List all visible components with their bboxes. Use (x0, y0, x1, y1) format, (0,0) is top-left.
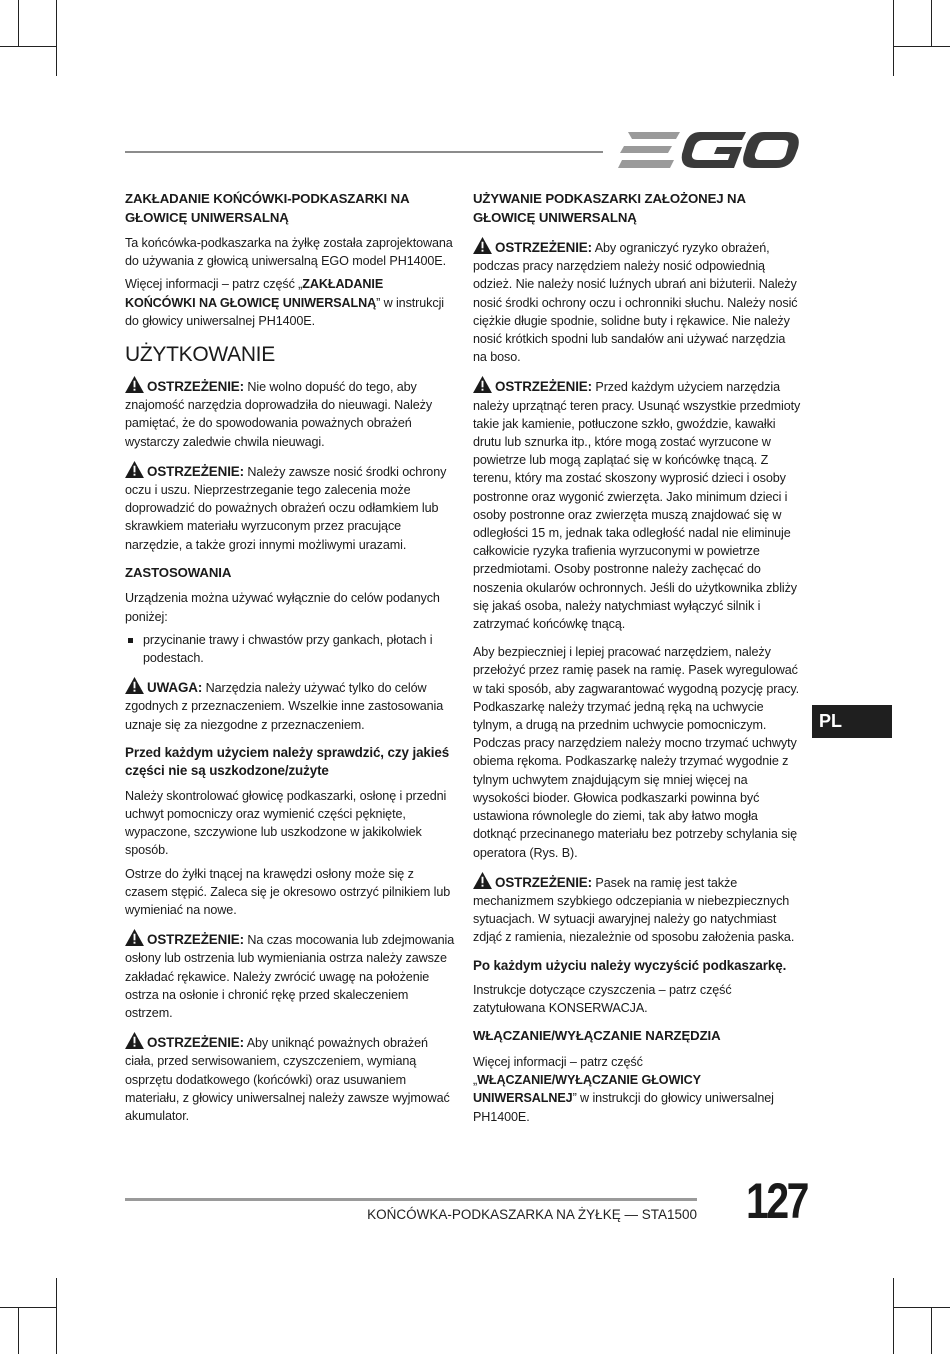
crop-mark (931, 1307, 932, 1354)
section-heading: Przed każdym użyciem należy sprawdzić, czy jakieś części nie są uszkodzone/zużyte (125, 744, 450, 779)
section-heading: ZASTOSOWANIA (125, 564, 232, 580)
paragraph: Ostrze do żyłki tnącej na krawędzi osłony może się z czasem stępić. Zaleca się je okresowo ostrzyć pilnikiem lub wymieniać na nowe. (125, 866, 451, 917)
warning-label: OSTRZEŻENIE: (495, 874, 593, 890)
section-attach (125, 190, 455, 330)
warning-text: Na czas mocowania lub zdejmowania osłony lub ostrzenia lub wymieniania ostrza należy zawsze zakładać rękawice. Należy zwrócić uwagę na położenie ostrza na osłonie i chronić rękę przed skaleczeniem ostrzem. (125, 933, 455, 1020)
warning-triangle-icon (125, 677, 144, 694)
paragraph: Aby bezpieczniej i lepiej pracować narzędziem, należy przełożyć przez ramię pasek na ramię. Pasek wyregulować w taki sposób, aby zagwarantować wygodną pozycję pracy. Podkaszarkę należy trzymać jedną ręką na uchwycie tylnym, a drugą na przednim uchwycie pomocniczym. Podczas pracy narzędziem należy mocno trzymać uchwyty obiema rękoma. Podkaszarkę należy trzymać wygodnie z tylnym uchwytem znajdującym się mniej więcej na wysokości bioder. Głowica podkaszarki powinna być ustawiona równolegle do ziemi, tak aby łatwo mogła dotknąć przecinanego materiału bez potrzeby schylania się operatora (Rys. B). (473, 645, 800, 860)
warning-label: UWAGA: (147, 680, 203, 696)
warning-triangle-icon (473, 376, 492, 393)
left-column (125, 190, 455, 1135)
warning-text: Należy zawsze nosić środki ochrony oczu i uszu. Nieprzestrzeganie tego zalecenia może doprowadzić do poważnych obrażeń oczu odłamkiem lub skrawkiem materiału wyrzuconym przez pracujące narzędzie, a także grozi innymi możliwymi urazami. (125, 464, 447, 552)
warning-block (473, 872, 801, 947)
crop-mark (893, 1278, 894, 1354)
page-number: 127 (746, 1173, 808, 1229)
section-heading: ZAKŁADANIE KOŃCÓWKI-PODKASZARKI NA GŁOWICĘ UNIWERSALNĄ (125, 191, 410, 225)
footer-rule (125, 1198, 697, 1201)
warning-triangle-icon (125, 1032, 144, 1049)
paragraph: Urządzenia można używać wyłącznie do celów podanych poniżej: (125, 591, 440, 624)
crop-mark (56, 0, 57, 76)
warning-triangle-icon (473, 237, 492, 254)
paragraph: Należy skontrolować głowicę podkaszarki, osłonę i przedni uchwyt pomocniczy oraz wymienić części pęknięte, wypaczone, szczywione lub uszkodzone w jakikolwiek sposób. (125, 788, 447, 858)
warning-block (473, 237, 801, 366)
paragraph: Ta końcówka-podkaszarka na żyłkę została zaprojektowana do używania z głowicą uniwersalną EGO model PH1400E. (125, 236, 453, 269)
warning-label: OSTRZEŻENIE: (147, 932, 245, 948)
crop-mark (931, 0, 932, 46)
warning-label: OSTRZEŻENIE: (147, 379, 245, 395)
crop-mark (893, 1307, 950, 1308)
warning-block (125, 461, 455, 554)
warning-triangle-icon (125, 461, 144, 478)
ego-logo (618, 128, 800, 172)
section-onoff (473, 1027, 801, 1125)
paragraph: Więcej informacji – patrz część „ZAKŁADANIE KOŃCÓWKI NA GŁOWICĘ UNIWERSALNĄ” w instrukcji do głowicy uniwersalnej PH1400E. (125, 277, 444, 328)
warning-text: Nie wolno dopuść do tego, aby znajomość narzędzia doprowadziła do nieuwagi. Należy pamiętać, że do spowodowania poważnych obrażeń wystarczy zaledwie chwila nieuwagi. (125, 380, 433, 449)
warning-triangle-icon (125, 929, 144, 946)
section-applications (125, 564, 455, 667)
reference-bold: ZAKŁADANIE KOŃCÓWKI NA GŁOWICĘ UNIWERSALNĄ (125, 277, 384, 310)
warning-text: Przed każdym użyciem narzędzia należy uprzątnąć teren pracy. Usunąć wszystkie przedmioty takie jak kamienie, potłuczone szkło, gwoździe, kawałki drutu lub sznurka itp., które mogą zostać wyrzucone w powietrze lub mogą zaplątać się w końcówkę tnącą. Z terenu, który ma zostać skoszony wyprosić dzieci i osoby postronne oraz wygonić zwierzęta. Jako minimum dzieci i osoby postronne oraz zwierzęta muszą znajdować się w odległości 15 m, jednak taka odległość nadal nie eliminuje całkowicie ryzyka trafienia wyrzuconymi w powietrze przedmiotami. Osoby postronne należy zachęcać do noszenia okularów ochronnych. Jeśli do użytkownika zbliży się jakaś osoba, należy natychmiast wyłączyć silnik i zatrzymać końcówkę tnącą. (473, 380, 801, 632)
warning-text: Aby uniknąć poważnych obrażeń ciała, przed serwisowaniem, czyszczeniem, wymianą osprzętu dodatkowego (końcówki) oraz usuwaniem materiału, z głowicy uniwersalnej należy zawsze wyjmować akumulator. (125, 1036, 450, 1124)
paragraph: Więcej informacji – patrz część „WŁĄCZANIE/WYŁĄCZANIE GŁOWICY UNIWERSALNEJ” w instrukcji do głowicy uniwersalnej PH1400E. (473, 1054, 774, 1124)
section-heading: Po każdym użyciu należy wyczyścić podkaszarkę. (473, 957, 787, 973)
warning-triangle-icon (125, 376, 144, 393)
main-heading: UŻYTKOWANIE (125, 343, 275, 367)
warning-block (125, 677, 455, 734)
warning-label: OSTRZEŻENIE: (495, 240, 593, 255)
crop-mark (18, 1307, 19, 1354)
warning-block (125, 1032, 455, 1125)
crop-mark (0, 46, 56, 47)
header-rule (125, 151, 603, 153)
warning-text: Narzędzia należy używać tylko do celów zgodnych z przeznaczeniem. Wszelkie inne zastosowania uznaje się za niezgodne z przeznaczeniem. (125, 681, 444, 732)
section-inspect (125, 744, 455, 919)
section-using (473, 190, 801, 227)
warning-text: Aby ograniczyć ryzyko obrażeń, podczas pracy narzędziem należy nosić odpowiednią odzież. Nie należy nosić luźnych ubrań ani biżuterii. Należy nosić środki ochrony oczu i ochronniki słuchu. Należy nosić ciężkie długie spodnie, solidne buty i rękawice. Nie należy nosić krótkich spodni lub sandałów ani używać narzędzia na boso. (473, 241, 798, 365)
section-heading: WŁĄCZANIE/WYŁĄCZANIE NARZĘDZIA (473, 1028, 721, 1044)
warning-block (125, 376, 455, 451)
crop-mark (893, 0, 894, 76)
crop-mark (56, 1278, 57, 1354)
language-tab: PL (812, 705, 892, 738)
footer-title: KOŃCÓWKA-PODKASZARKA NA ŻYŁKĘ — STA1500 (367, 1207, 697, 1222)
warning-label: OSTRZEŻENIE: (147, 463, 245, 479)
warning-block (473, 376, 801, 633)
crop-mark (0, 1307, 56, 1308)
bullet-list (125, 631, 455, 667)
warning-text: Pasek na ramię jest także mechanizmem szybkiego odczepiania w niebezpiecznych sytuacjach. W sytuacji awaryjnej należy go natychmiast zdjąć z ramienia, niezależnie od sposobu założenia paska. (473, 875, 795, 945)
reference-bold: WŁĄCZANIE/WYŁĄCZANIE GŁOWICY UNIWERSALNEJ (473, 1073, 701, 1106)
list-item: przycinanie trawy i chwastów przy gankach, płotach i podestach. (125, 631, 455, 667)
section-heading: UŻYWANIE PODKASZARKI ZAŁOŻONEJ NA GŁOWICĘ UNIWERSALNĄ (473, 191, 746, 225)
crop-mark (18, 0, 19, 46)
paragraph-block (473, 643, 801, 861)
crop-mark (893, 46, 950, 47)
paragraph: Instrukcje dotyczące czyszczenia – patrz część zatytułowana KONSERWACJA. (473, 983, 732, 1016)
warning-triangle-icon (473, 872, 492, 889)
warning-label: OSTRZEŻENIE: (495, 379, 593, 395)
warning-label: OSTRZEŻENIE: (147, 1035, 245, 1051)
warning-block (125, 929, 455, 1022)
section-cleaning (473, 957, 801, 1018)
right-column (473, 190, 801, 1136)
